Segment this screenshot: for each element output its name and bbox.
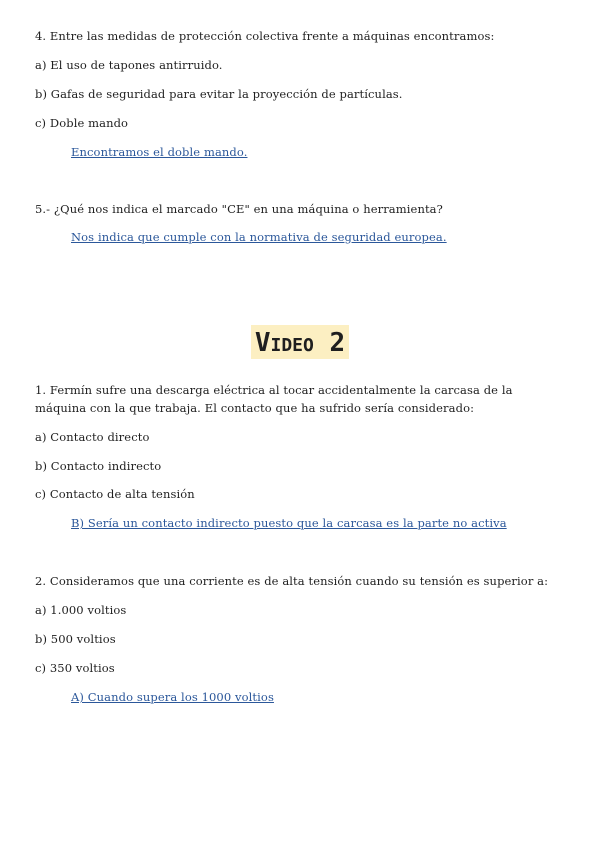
video-question-1: 1. Fermín sufre una descarga eléctrica al tocar accidentalmente la carcasa de la máquina con la que trabaja. El contacto que ha sufrido sería considerado:: [35, 383, 513, 415]
question-4-answer: Encontramos el doble mando.: [71, 145, 248, 159]
video-question-1-answer: B) Sería un contacto indirecto puesto que la carcasa es la parte no activa: [71, 516, 507, 530]
section-heading: Video 2: [251, 325, 349, 359]
video-question-2-option-a: a) 1.000 voltios: [35, 603, 127, 617]
video-question-2: 2. Consideramos que una corriente es de alta tensión cuando su tensión es superior a:: [35, 574, 549, 588]
question-4-option-b: b) Gafas de seguridad para evitar la proyección de partículas.: [35, 87, 403, 101]
section-heading-wrap: [0, 325, 600, 359]
video-question-1-option-b: b) Contacto indirecto: [35, 459, 162, 473]
video-question-2-option-c: c) 350 voltios: [35, 661, 115, 675]
question-5-answer: Nos indica que cumple con la normativa de seguridad europea.: [71, 230, 447, 244]
video-question-1-option-a: a) Contacto directo: [35, 430, 150, 444]
question-4-option-c: c) Doble mando: [35, 116, 129, 130]
question-5: 5.- ¿Qué nos indica el marcado "CE" en una máquina o herramienta?: [35, 202, 443, 216]
video-question-2-option-b: b) 500 voltios: [35, 632, 116, 646]
question-4-option-a: a) El uso de tapones antirruido.: [35, 58, 223, 72]
question-4: 4. Entre las medidas de protección colectiva frente a máquinas encontramos:: [35, 29, 495, 43]
video-question-1-option-c: c) Contacto de alta tensión: [35, 487, 195, 501]
video-question-2-answer: A) Cuando supera los 1000 voltios: [71, 690, 274, 704]
